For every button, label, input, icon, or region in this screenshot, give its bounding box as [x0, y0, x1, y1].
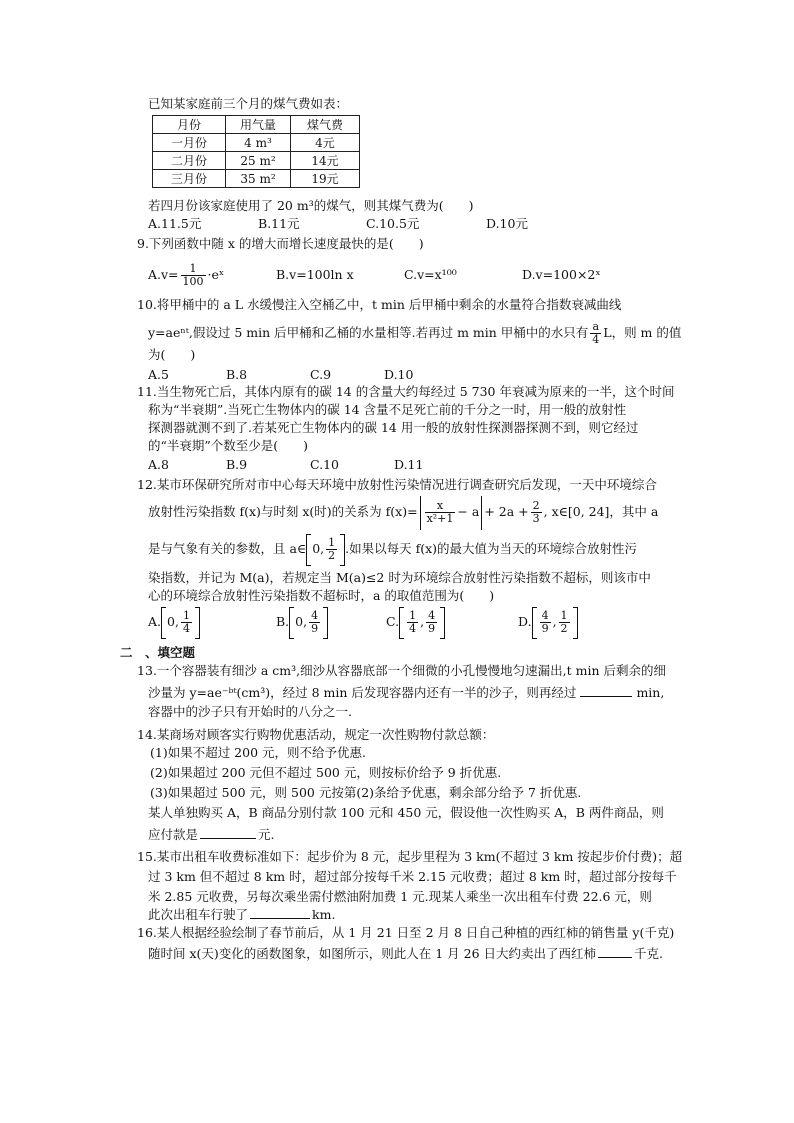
fraction-numerator: 2 — [532, 499, 540, 512]
table-cell: 一月份 — [153, 134, 226, 152]
fraction-denominator: 100 — [182, 275, 204, 288]
q14-line3: (2)如果超过 200 元但不超过 500 元，则按标价给予 9 折优惠. — [150, 765, 502, 780]
q14-line6-text: 应付款是 — [148, 827, 199, 842]
q13-line1: 13.一个容器装有细沙 a cm³,细沙从容器底部一个细微的小孔慢慢地匀速漏出,t min 后剩余的细 — [137, 663, 666, 678]
q8-option-b: B.11元 — [258, 216, 300, 231]
q11-line4: 的“半衰期”个数至少是( ) — [148, 438, 309, 453]
q9-option-a — [148, 262, 224, 288]
fraction — [181, 263, 206, 288]
right-bracket — [573, 607, 578, 639]
q10-line2-text: y=aeⁿᵗ,假设过 5 min 后甲桶和乙桶的水量相等.若再过 m min 甲桶中的水只有 — [148, 325, 589, 340]
q11-option-c: C.10 — [310, 457, 339, 472]
q12-line2 — [148, 494, 658, 530]
q12-line3-text: 是与气象有关的参数，且 a∈ — [148, 541, 307, 556]
q15-line1: 15.某市出租车收费标准如下：起步价为 8 元，起步里程为 3 km(不超过 3 km 按起步价付费)；超 — [137, 849, 683, 864]
fraction-denominator: 3 — [532, 512, 540, 525]
right-bracket — [440, 607, 445, 639]
answer-blank[interactable] — [598, 945, 632, 958]
fraction — [326, 537, 337, 562]
q15-line4-end: km. — [312, 907, 336, 922]
range-lower: 0, — [167, 614, 179, 629]
table-header-row — [153, 116, 360, 134]
q10-option-d: D.10 — [384, 367, 414, 382]
q10-line2 — [148, 320, 681, 346]
fraction-denominator: 9 — [311, 622, 319, 635]
table-cell: 25 m² — [226, 152, 291, 170]
left-bracket — [289, 607, 294, 639]
q11-option-b: B.9 — [226, 457, 248, 472]
option-label: B. — [276, 614, 290, 629]
option-label: A. — [148, 614, 162, 629]
range-lower: 0, — [295, 614, 308, 629]
fraction — [590, 321, 601, 346]
q9-option-a-suffix: ·eˣ — [207, 267, 225, 282]
q15-line2: 过 3 km 但不超过 8 km 时，超过部分按每千米 2.15 元收费；超过 8 km 时，超过部分按每千 — [148, 869, 677, 884]
fraction-denominator: 4 — [592, 333, 600, 346]
fraction — [531, 500, 542, 525]
q11-line1: 11.当生物死亡后，其体内原有的碳 14 的含量大约每经过 5 730 年衰减为原来的一半，这个时间 — [137, 384, 675, 399]
fraction-denominator: 9 — [428, 622, 436, 635]
q14-line4: (3)如果超过 500 元，则 500 元按第(2)条给予优惠，剩余部分给予 7 折优惠. — [150, 785, 582, 800]
abs-bar-right — [481, 496, 482, 530]
q11-option-a: A.8 — [148, 457, 169, 472]
fraction-denominator: 9 — [541, 622, 549, 635]
table-header-cell: 用气量 — [226, 116, 291, 134]
table-row — [153, 170, 360, 188]
right-bracket — [323, 607, 328, 639]
q15-line4-text: 此次出租车行驶了 — [148, 907, 249, 922]
q15-line4 — [148, 906, 335, 923]
fraction — [425, 500, 456, 525]
left-bracket — [399, 607, 404, 639]
fraction-numerator: 1 — [328, 536, 336, 549]
fraction-numerator: 4 — [311, 609, 319, 622]
q12-line3 — [148, 532, 637, 566]
q16-line2-end: 千克. — [634, 946, 664, 961]
q14-line2: (1)如果不超过 200 元，则不给予优惠. — [150, 745, 366, 760]
fraction-denominator: 4 — [409, 622, 417, 635]
q12-line2-mid: + 2a + — [484, 504, 529, 519]
left-bracket — [532, 607, 537, 639]
table-cell: 二月份 — [153, 152, 226, 170]
fraction — [309, 610, 320, 635]
table-header-cell: 月份 — [153, 116, 226, 134]
q10-option-a: A.5 — [148, 367, 169, 382]
right-bracket — [195, 607, 200, 639]
q12-option-a — [148, 606, 200, 639]
fraction — [426, 610, 437, 635]
q10-line1: 10.将甲桶中的 a L 水缓慢注入空桶乙中，t min 后甲桶中剩余的水量符合指数衰减曲线 — [137, 297, 622, 312]
fraction-numerator: x — [425, 500, 456, 513]
q9-stem: 9.下列函数中随 x 的增大而增长速度最快的是( ) — [137, 236, 424, 251]
answer-blank[interactable] — [580, 684, 632, 697]
answer-blank[interactable] — [200, 826, 256, 839]
abs-bar-left — [420, 496, 421, 530]
q12-line3-end: .如果以每天 f(x)的最大值为当天的环境综合放射性污 — [345, 541, 638, 556]
fraction-denominator: 2 — [328, 549, 336, 562]
q12-line2-text: 放射性污染指数 f(x)与时刻 x(时)的关系为 f(x)= — [148, 504, 418, 519]
q9-option-d: D.v=100×2ˣ — [522, 267, 601, 282]
fraction-denominator: x²+1 — [426, 512, 454, 525]
q8-option-c: C.10.5元 — [366, 216, 420, 231]
q8-option-a: A.11.5元 — [148, 216, 202, 231]
fraction-numerator: 1 — [182, 609, 190, 622]
option-label: C. — [386, 614, 400, 629]
q15-line3: 米 2.85 元收费，另每次乘坐需付燃油附加费 1 元.现某人乘坐一次出租车付费 22.6 元，则 — [148, 889, 652, 904]
q14-line1: 14.某商场对顾客实行购物优惠活动，规定一次性购物付款总额： — [137, 727, 495, 742]
q8-intro: 已知某家庭前三个月的煤气费如表： — [148, 96, 349, 111]
table-cell: 4元 — [291, 134, 360, 152]
q11-line3: 探测器就测不到了.若某死亡生物体内的碳 14 用一般的放射性探测器探测不到，则它经过 — [148, 420, 639, 435]
q9-option-a-prefix: A.v= — [148, 267, 179, 282]
q12-option-b — [276, 606, 328, 639]
q16-line1: 16.某人根据经验绘制了春节前后，从 1 月 21 日至 2 月 8 日自己种植的西红柿的销售量 y(千克) — [137, 925, 675, 940]
left-bracket — [306, 534, 311, 566]
fraction — [407, 610, 418, 635]
table-row — [153, 134, 360, 152]
q14-line5: 某人单独购买 A，B 商品分别付款 100 元和 450 元，假设他一次性购买 A，B 两件商品，则 — [148, 805, 664, 820]
q13-line3: 容器中的沙子只有开始时的八分之一. — [148, 704, 352, 719]
q14-line6 — [148, 826, 275, 843]
fraction-denominator: 4 — [182, 622, 190, 635]
q11-option-d: D.11 — [394, 457, 424, 472]
option-label: D. — [518, 614, 532, 629]
q8-option-d: D.10元 — [486, 216, 528, 231]
answer-blank[interactable] — [250, 906, 310, 919]
q9-option-b: B.v=100ln x — [276, 267, 354, 282]
table-cell: 14元 — [291, 152, 360, 170]
q10-line3: 为( ) — [148, 347, 196, 362]
q16-line2-text: 随时间 x(天)变化的函数图象，如图所示，则此人在 1 月 26 日大约卖出了西红柿 — [148, 946, 597, 961]
fraction — [559, 610, 570, 635]
fraction-numerator: 1 — [409, 609, 417, 622]
range-lower: 0, — [312, 541, 325, 556]
fraction — [181, 610, 192, 635]
fraction-numerator: 4 — [428, 609, 436, 622]
q16-line2 — [148, 945, 663, 962]
fraction-numerator: a — [590, 321, 601, 334]
table-cell: 4 m³ — [226, 134, 291, 152]
section-heading: 二 、填空题 — [120, 645, 196, 660]
q14-line6-end: 元. — [258, 827, 275, 842]
table-header-cell: 煤气费 — [291, 116, 360, 134]
q12-line2-end: , x∈[0, 24]，其中 a — [543, 504, 659, 519]
q13-line2 — [148, 684, 664, 701]
q11-line2: 称为“半衰期”.当死亡生物体内的碳 14 含量不足死亡前的千分之一时，用一般的放射性 — [148, 402, 627, 417]
table-cell: 三月份 — [153, 170, 226, 188]
q12-line4: 染指数，并记为 M(a)，若规定当 M(a)≤2 时为环境综合放射性污染指数不超标，则该市中 — [148, 570, 651, 585]
abs-tail: − a — [457, 504, 480, 519]
fraction-numerator: 1 — [560, 609, 568, 622]
gas-fee-table — [152, 115, 360, 188]
q10-option-b: B.8 — [226, 367, 248, 382]
q12-option-d: D. $\frac{4}{9}$ , $\frac{1}{2}$ — [518, 606, 578, 639]
left-bracket — [161, 607, 166, 639]
table-cell: 19元 — [291, 170, 360, 188]
q9-option-c: C.v=x¹⁰⁰ — [404, 267, 457, 282]
q12-line1: 12.某市环保研究所对市中心每天环境中放射性污染情况进行调查研究后发现，一天中环境综合 — [137, 477, 657, 492]
q12-option-c: C. $\frac{1}{4}$ , $\frac{4}{9}$ — [386, 606, 445, 639]
q10-option-c: C.9 — [310, 367, 332, 382]
q12-line5: 心的环境综合放射性污染指数不超标时，a 的取值范围为( ) — [148, 588, 495, 603]
fraction-numerator: 1 — [181, 263, 206, 276]
q10-line2-text-end: L，则 m 的值 — [603, 325, 682, 340]
q13-line2-end: min, — [636, 685, 665, 700]
q8-question: 若四月份该家庭使用了 20 m³的煤气，则其煤气费为( ) — [148, 198, 474, 213]
fraction — [540, 610, 551, 635]
fraction-denominator: 2 — [560, 622, 568, 635]
table-cell: 35 m² — [226, 170, 291, 188]
fraction-numerator: 4 — [541, 609, 549, 622]
q13-line2-text: 沙量为 y=ae⁻ᵇᵗ(cm³)，经过 8 min 后发现容器内还有一半的沙子，则再经过 — [148, 685, 577, 700]
table-row — [153, 152, 360, 170]
